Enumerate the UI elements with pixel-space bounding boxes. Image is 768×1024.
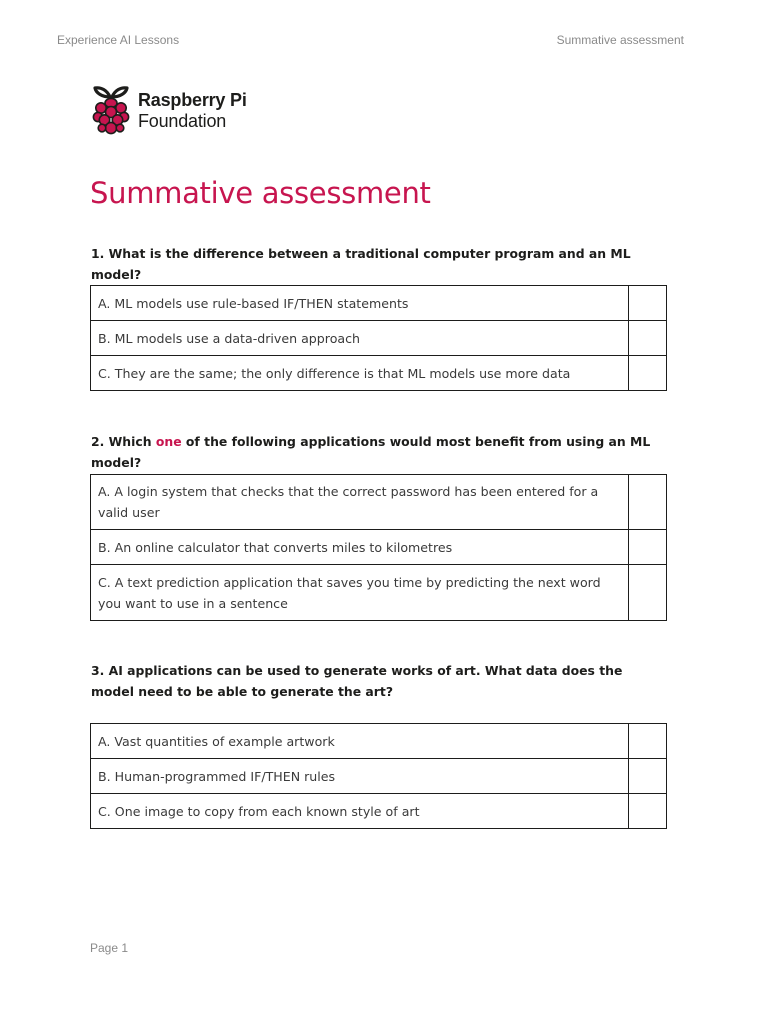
answer-checkbox[interactable] [629,759,667,794]
page-title: Summative assessment [90,176,431,210]
question-1-options [90,285,667,391]
answer-checkbox[interactable] [629,530,667,565]
option-row [91,286,667,321]
option-row [91,724,667,759]
header-section-name: Summative assessment [556,33,684,47]
logo-wordmark [138,90,247,132]
option-row [91,794,667,829]
option-label: C. One image to copy from each known style of art [91,794,629,829]
question-2-emphasis: one [155,434,182,449]
option-row [91,565,667,621]
page-header [57,33,684,47]
option-label: C. A text prediction application that saves you time by predicting the next word you want to use in a sentence [91,565,629,621]
answer-checkbox[interactable] [629,724,667,759]
option-row [91,475,667,530]
option-row [91,356,667,391]
question-3: 3. AI applications can be used to generate works of art. What data does the model need to be able to generate the art? [91,663,623,699]
option-label: B. ML models use a data-driven approach [91,321,629,356]
page-number: Page 1 [90,941,129,955]
option-row [91,321,667,356]
header-course-name: Experience AI Lessons [57,33,180,47]
logo-line-2: Foundation [138,111,227,131]
option-row [91,530,667,565]
answer-checkbox[interactable] [629,356,667,391]
question-2-options [90,474,667,621]
answer-checkbox[interactable] [629,794,667,829]
question-2 [91,431,691,473]
raspberry-pi-foundation-logo [92,86,247,136]
option-label: A. Vast quantities of example artwork [91,724,629,759]
answer-checkbox[interactable] [629,475,667,530]
question-3-options [90,723,667,829]
option-label: A. ML models use rule-based IF/THEN statements [91,286,629,321]
raspberry-icon [92,86,130,136]
answer-checkbox[interactable] [629,286,667,321]
answer-checkbox[interactable] [629,321,667,356]
question-2-text-end: of the following applications would most benefit from using an ML model? [91,434,651,470]
option-row [91,759,667,794]
option-label: C. They are the same; the only difference is that ML models use more data [91,356,629,391]
logo-line-1: Raspberry Pi [138,90,247,110]
answer-checkbox[interactable] [629,565,667,621]
option-label: B. Human-programmed IF/THEN rules [91,759,629,794]
question-2-text-start: 2. Which [91,434,156,449]
option-label: B. An online calculator that converts miles to kilometres [91,530,629,565]
question-1: 1. What is the difference between a traditional computer program and an ML model? [91,246,631,282]
option-label: A. A login system that checks that the correct password has been entered for a valid user [91,475,629,530]
